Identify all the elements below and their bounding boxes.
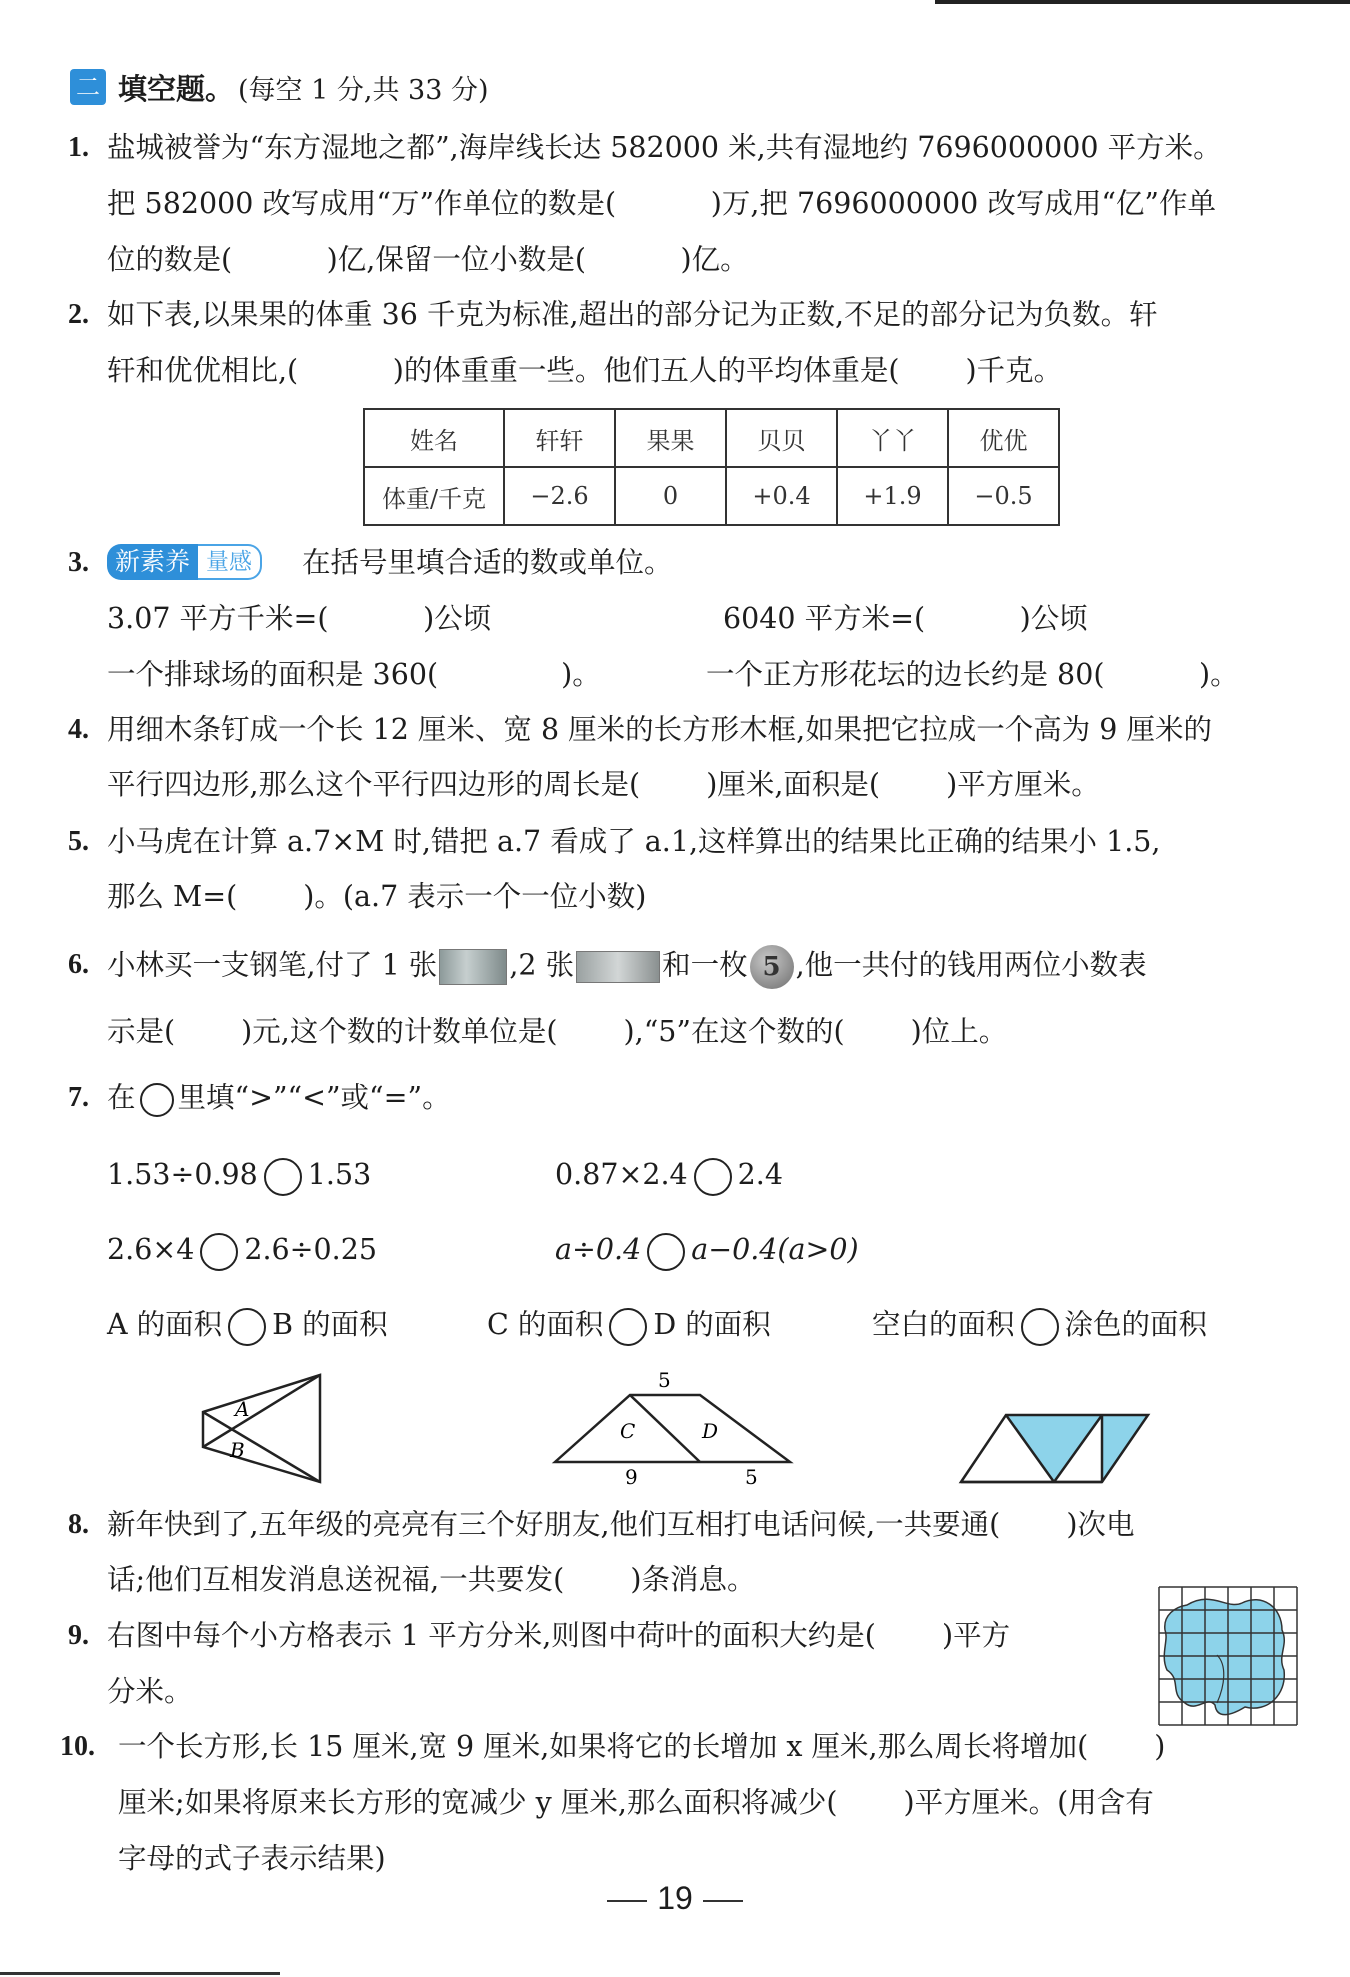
question-number: 6. (68, 949, 89, 980)
q6-text-c: 和一枚 (662, 948, 748, 982)
section-subtitle: (每空 1 分,共 33 分) (238, 74, 489, 106)
table-row (364, 467, 1059, 525)
answer-circle[interactable] (264, 1158, 302, 1196)
figure-shaded (958, 1412, 1148, 1487)
q3-item: 一个排球场的面积是 360( )。 (107, 658, 601, 691)
question-number: 9. (68, 1620, 89, 1651)
area-left: A 的面积 (107, 1308, 223, 1341)
table-cell: +0.4 (726, 467, 837, 525)
answer-circle[interactable] (647, 1233, 685, 1271)
area-left: C 的面积 (487, 1308, 604, 1341)
question-number: 7. (68, 1082, 89, 1113)
answer-circle[interactable] (200, 1233, 238, 1271)
section-title: 填空题。 (118, 71, 235, 106)
lotus-leaf-grid (1157, 1585, 1299, 1727)
q7-intro (107, 1078, 451, 1118)
label-a: A (235, 1397, 250, 1421)
table-cell: 0 (615, 467, 726, 525)
q3-intro: 在括号里填合适的数或单位。 (302, 546, 673, 579)
area-compare-item (872, 1305, 1207, 1346)
section-header (70, 67, 489, 107)
comparison-item (107, 1155, 371, 1196)
comparison-left: a÷0.4 (555, 1233, 642, 1266)
label-c: C (620, 1419, 636, 1443)
q6-text-a: 小林买一支钢笔,付了 1 张 (107, 948, 438, 982)
table-cell: 果果 (615, 409, 726, 467)
label-bottom-right: 5 (745, 1465, 758, 1489)
area-compare-item (487, 1305, 771, 1346)
table-cell: 轩轩 (504, 409, 615, 467)
label-bottom-left: 9 (625, 1465, 638, 1489)
dash-right (703, 1900, 743, 1902)
table-cell: 丫丫 (837, 409, 948, 467)
area-left: 空白的面积 (872, 1308, 1015, 1341)
page-number-text: 19 (657, 1880, 693, 1916)
new-literacy-badge (107, 543, 262, 581)
q6-line-2: 示是( )元,这个数的计数单位是( ),“5”在这个数的( )位上。 (107, 1015, 1008, 1048)
q10-line-2: 厘米;如果将原来长方形的宽减少 y 厘米,那么面积将减少( )平方厘米。(用含有 (118, 1786, 1154, 1819)
area-right: B 的面积 (272, 1308, 388, 1341)
dash-left (607, 1900, 647, 1902)
table-cell: 姓名 (364, 409, 504, 467)
answer-circle[interactable] (694, 1158, 732, 1196)
comparison-right: a−0.4(a>0) (691, 1233, 859, 1266)
q1-line-3: 位的数是( )亿,保留一位小数是( )亿。 (107, 243, 749, 276)
table-cell: −0.5 (948, 467, 1059, 525)
label-d: D (702, 1419, 719, 1443)
q4-line-2: 平行四边形,那么这个平行四边形的周长是( )厘米,面积是( )平方厘米。 (107, 768, 1100, 801)
q4-line-1: 用细木条钉成一个长 12 厘米、宽 8 厘米的长方形木框,如果把它拉成一个高为 9 厘米的 (107, 713, 1212, 746)
coin-5-jiao-icon (750, 945, 794, 989)
table-cell: 贝贝 (726, 409, 837, 467)
question-number: 8. (68, 1509, 89, 1540)
comparison-right: 1.53 (307, 1158, 372, 1191)
q2-line-1: 如下表,以果果的体重 36 千克为标准,超出的部分记为正数,不足的部分记为负数。轩 (107, 298, 1158, 331)
q8-line-2: 话;他们互相发消息送祝福,一共要发( )条消息。 (107, 1563, 756, 1596)
q7-intro-a: 在 (107, 1081, 136, 1114)
q3-item: 6040 平方米=( )公顷 (723, 602, 1088, 635)
page-number (0, 1880, 1350, 1917)
badge-sub: 量感 (198, 544, 262, 580)
table-cell: 优优 (948, 409, 1059, 467)
q10-line-1: 一个长方形,长 15 厘米,宽 9 厘米,如果将它的长增加 x 厘米,那么周长将增加( ) (118, 1730, 1166, 1763)
area-right: D 的面积 (653, 1308, 771, 1341)
q9-line-2: 分米。 (107, 1675, 193, 1708)
banknote-1-yuan-icon (576, 951, 660, 983)
table-cell: +1.9 (837, 467, 948, 525)
question-number: 4. (68, 714, 89, 745)
q6-line-1 (107, 945, 1147, 989)
q8-line-1: 新年快到了,五年级的亮亮有三个好朋友,他们互相打电话问候,一共要通( )次电 (107, 1508, 1135, 1541)
figure-ab (195, 1372, 335, 1492)
badge-main: 新素养 (107, 544, 198, 580)
comparison-left: 0.87×2.4 (555, 1158, 688, 1191)
q6-text-d: ,他一共付的钱用两位小数表 (795, 948, 1147, 982)
q9-line-1: 右图中每个小方格表示 1 平方分米,则图中荷叶的面积大约是( )平方 (107, 1619, 1011, 1652)
area-right: 涂色的面积 (1064, 1308, 1208, 1341)
q3-item: 一个正方形花坛的边长约是 80( )。 (706, 658, 1239, 691)
q2-line-2: 轩和优优相比,( )的体重重一些。他们五人的平均体重是( )千克。 (107, 354, 1063, 387)
question-number: 10. (60, 1731, 95, 1762)
q1-line-1: 盐城被誉为“东方湿地之都”,海岸线长达 582000 米,共有湿地约 7696000000 平方米。 (107, 131, 1222, 164)
coin-value: 5 (762, 952, 781, 982)
label-top: 5 (658, 1368, 671, 1392)
area-compare-item (107, 1305, 388, 1346)
weight-table (363, 408, 1060, 526)
q5-line-1: 小马虎在计算 a.7×M 时,错把 a.7 看成了 a.1,这样算出的结果比正确的结果小 1.5, (107, 825, 1161, 858)
comparison-right: 2.4 (737, 1158, 783, 1191)
answer-circle[interactable] (1021, 1308, 1059, 1346)
question-number: 3. (68, 547, 89, 578)
table-cell: −2.6 (504, 467, 615, 525)
q5-line-2: 那么 M=( )。(a.7 表示一个一位小数) (107, 880, 647, 913)
comparison-left: 1.53÷0.98 (107, 1158, 258, 1191)
comparison-item (555, 1155, 783, 1196)
figure-cd (550, 1368, 800, 1489)
answer-circle[interactable] (609, 1308, 647, 1346)
table-row (364, 409, 1059, 467)
table-cell: 体重/千克 (364, 467, 504, 525)
question-number: 5. (68, 826, 89, 857)
banknote-10-yuan-icon (439, 949, 507, 985)
bottom-rule (0, 1972, 280, 1975)
section-number-icon: 二 (70, 69, 106, 105)
comparison-right: 2.6÷0.25 (244, 1233, 378, 1266)
q7-intro-b: 里填“>”“<”或“=”。 (177, 1081, 451, 1114)
q10-line-3: 字母的式子表示结果) (118, 1842, 386, 1875)
comparison-left: 2.6×4 (107, 1233, 195, 1266)
answer-circle[interactable] (228, 1308, 266, 1346)
top-rule (935, 0, 1350, 4)
answer-circle-icon (140, 1083, 174, 1117)
label-b: B (230, 1438, 245, 1462)
question-number: 2. (68, 299, 89, 330)
comparison-item (107, 1230, 377, 1271)
q6-text-b: ,2 张 (509, 948, 575, 982)
q3-item: 3.07 平方千米=( )公顷 (107, 602, 492, 635)
question-number: 1. (68, 132, 89, 163)
q1-line-2: 把 582000 改写成用“万”作单位的数是( )万,把 7696000000 改写成用“亿”作单 (107, 187, 1216, 220)
comparison-item (555, 1230, 859, 1271)
